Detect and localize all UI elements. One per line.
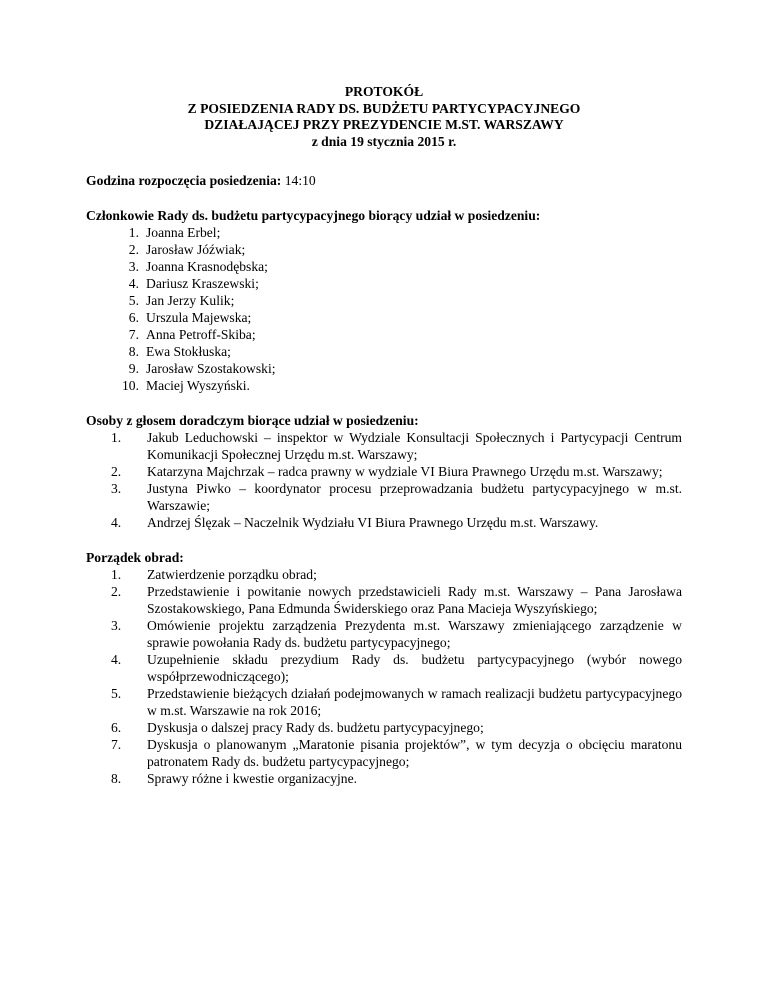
list-text: Dyskusja o dalszej pracy Rady ds. budżetu partycypacyjnego; <box>147 720 484 735</box>
list-text: Omówienie projektu zarządzenia Prezydenta m.st. Warszawy zmieniającego zarządzenie w sprawie powołania Rady ds. budżetu partycypacyjnego; <box>147 618 682 650</box>
list-text: Jakub Leduchowski – inspektor w Wydziale Konsultacji Społecznych i Partycypacji Centrum Komunikacji Społecznej Urzędu m.st. Warszawy; <box>147 430 682 462</box>
list-item <box>86 360 682 377</box>
agenda-list <box>86 566 682 787</box>
list-text: Uzupełnienie składu prezydium Rady ds. budżetu partycypacyjnego (wybór nowego współprzewodniczącego); <box>147 652 682 684</box>
list-number: 6. <box>128 310 139 325</box>
list-number: 8. <box>111 771 122 786</box>
list-number: 3. <box>111 481 122 496</box>
advisors-list <box>86 429 682 531</box>
list-item <box>86 566 682 583</box>
list-item <box>86 343 682 360</box>
list-number: 1. <box>128 225 139 240</box>
list-item <box>86 514 682 531</box>
list-text: Andrzej Ślęzak – Naczelnik Wydziału VI Biura Prawnego Urzędu m.st. Warszawy. <box>147 515 599 530</box>
list-item <box>86 377 682 394</box>
list-text: Jan Jerzy Kulik; <box>146 293 235 308</box>
list-item <box>86 258 682 275</box>
list-text: Ewa Stokłuska; <box>146 344 231 359</box>
list-item <box>86 326 682 343</box>
start-time-value: 14:10 <box>281 173 316 188</box>
list-text: Joanna Erbel; <box>146 225 221 240</box>
list-number: 4. <box>111 515 122 530</box>
list-text: Joanna Krasnodębska; <box>146 259 268 274</box>
list-number: 3. <box>111 618 122 633</box>
list-text: Sprawy różne i kwestie organizacyjne. <box>147 771 357 786</box>
list-number: 7. <box>111 737 122 752</box>
list-text: Przedstawienie i powitanie nowych przedstawicieli Rady m.st. Warszawy – Pana Jarosława Szostakowskiego, Pana Edmunda Świderskiego oraz Pana Macieja Wyszyńskiego; <box>147 584 682 616</box>
list-item <box>86 617 682 651</box>
list-number: 9. <box>128 361 139 376</box>
list-text: Jarosław Jóźwiak; <box>146 242 246 257</box>
list-number: 1. <box>111 567 122 582</box>
list-item <box>86 292 682 309</box>
list-text: Dariusz Kraszewski; <box>146 276 259 291</box>
list-item <box>86 309 682 326</box>
list-item <box>86 583 682 617</box>
list-text: Justyna Piwko – koordynator procesu przeprowadzania budżetu partycypacyjnego w m.st. Warszawie; <box>147 481 682 513</box>
list-number: 4. <box>111 652 122 667</box>
list-text: Jarosław Szostakowski; <box>146 361 276 376</box>
list-text: Urszula Majewska; <box>146 310 252 325</box>
list-item <box>86 736 682 770</box>
list-number: 2. <box>111 584 122 599</box>
list-number: 7. <box>128 327 139 342</box>
agenda-title: Porządek obrad: <box>86 550 184 565</box>
list-number: 5. <box>111 686 122 701</box>
header-title: PROTOKÓŁ <box>344 84 424 99</box>
list-text: Zatwierdzenie porządku obrad; <box>147 567 317 582</box>
list-item <box>86 429 682 463</box>
list-item <box>86 651 682 685</box>
list-number: 8. <box>128 344 139 359</box>
list-number: 2. <box>128 242 139 257</box>
list-number: 2. <box>111 464 122 479</box>
list-item <box>86 275 682 292</box>
advisors-title: Osoby z głosem doradczym biorące udział w posiedzeniu: <box>86 413 419 428</box>
list-item <box>86 685 682 719</box>
members-title: Członkowie Rady ds. budżetu partycypacyjnego biorący udział w posiedzeniu: <box>86 208 541 223</box>
document-header <box>86 84 682 150</box>
list-item <box>86 241 682 258</box>
header-subtitle-2: DZIAŁAJĄCEJ PRZY PREZYDENCIE M.ST. WARSZAWY <box>204 117 564 132</box>
header-date: z dnia 19 stycznia 2015 r. <box>311 133 457 149</box>
list-text: Anna Petroff-Skiba; <box>146 327 256 342</box>
header-subtitle-1: Z POSIEDZENIA RADY DS. BUDŻETU PARTYCYPACYJNEGO <box>187 100 581 116</box>
list-text: Dyskusja o planowanym „Maratonie pisania projektów”, w tym decyzja o obcięciu maratonu patronatem Rady ds. budżetu partycypacyjnego; <box>147 737 682 769</box>
list-item <box>86 224 682 241</box>
start-time-label: Godzina rozpoczęcia posiedzenia: <box>86 173 282 188</box>
list-text: Katarzyna Majchrzak – radca prawny w wydziale VI Biura Prawnego Urzędu m.st. Warszawy; <box>147 464 663 479</box>
list-item <box>86 719 682 736</box>
list-number: 5. <box>128 293 139 308</box>
list-text: Przedstawienie bieżących działań podejmowanych w ramach realizacji budżetu partycypacyjnego w m.st. Warszawie na rok 2016; <box>147 686 682 718</box>
list-number: 4. <box>128 276 139 291</box>
list-item <box>86 463 682 480</box>
list-number: 1. <box>111 430 122 445</box>
list-number: 6. <box>111 720 122 735</box>
list-item <box>86 480 682 514</box>
start-time <box>86 172 682 189</box>
list-item <box>86 770 682 787</box>
list-number: 3. <box>128 259 139 274</box>
list-text: Maciej Wyszyński. <box>146 378 250 393</box>
members-list <box>86 224 682 394</box>
list-number: 10. <box>122 378 139 393</box>
